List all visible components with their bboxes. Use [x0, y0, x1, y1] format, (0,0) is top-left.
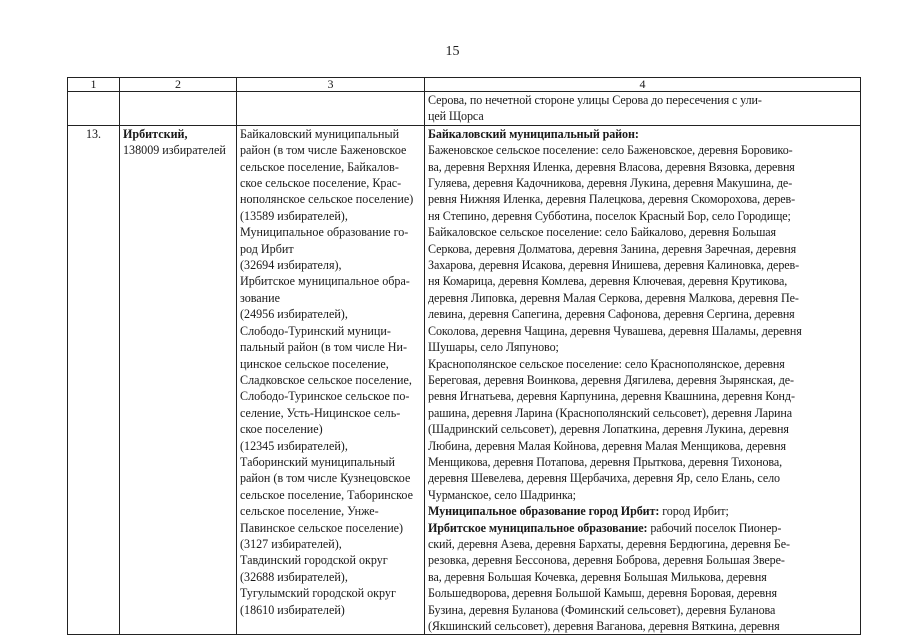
area-line: пальный район (в том числе Ни-	[240, 340, 407, 355]
settlement-text: ский, деревня Азева, деревня Бархаты, деревня Бердюгина, деревня Бе-	[428, 536, 790, 551]
area-line: цинское сельское поселение,	[240, 356, 389, 371]
area-line: (24956 избирателей),	[240, 307, 348, 322]
settlement-line	[428, 487, 857, 503]
settlement-line	[428, 142, 857, 158]
settlement-text: Гуляева, деревня Кадочникова, деревня Лукина, деревня Макушина, де-	[428, 176, 793, 191]
settlement-line	[428, 405, 857, 421]
area-line: Таборинский муниципальный	[240, 454, 396, 469]
area-line: сельское поселение, Таборинское	[240, 487, 413, 502]
area-line: (12345 избирателей),	[240, 438, 348, 453]
settlement-text: резовка, деревня Бессонова, деревня Боброва, деревня Большая Звере-	[428, 553, 785, 568]
settlement-text: рашина, деревня Ларина (Краснополянский сельсовет), деревня Ларина	[428, 405, 793, 420]
settlement-text: ревня Нижняя Иленка, деревня Палецкова, деревня Скоморохова, дерев-	[428, 192, 796, 207]
area-line: (32694 избирателя),	[240, 258, 342, 273]
settlement-text: Любина, деревня Малая Койнова, деревня Малая Менщикова, деревня	[428, 438, 786, 453]
area-line: селение, Усть-Ницинское сель-	[240, 405, 401, 420]
settlement-line	[428, 372, 857, 388]
settlement-text: ня Комарица, деревня Комлева, деревня Ключевая, деревня Крутикова,	[428, 274, 788, 289]
settlements-cell	[425, 125, 861, 635]
area-line: нополянское сельское поселение)	[240, 192, 414, 207]
settlement-text: ва, деревня Большая Кочевка, деревня Большая Милькова, деревня	[428, 569, 767, 584]
settlement-text: (Шадринский сельсовет), деревня Лопаткина, деревня Лукина, деревня	[428, 422, 789, 437]
area-line: район (в том числе Баженовское	[240, 143, 407, 158]
settlement-line	[428, 191, 857, 207]
settlement-text: ревня Игнатьева, деревня Карпунина, деревня Квашнина, деревня Конд-	[428, 389, 795, 404]
area-line: Тавдинский городской округ	[240, 553, 388, 568]
settlement-line	[428, 356, 857, 372]
table-row-13	[68, 125, 861, 635]
district-voters: 138009 избирателей	[123, 143, 226, 158]
settlement-line	[428, 503, 857, 519]
settlement-text: деревня Шевелева, деревня Щербачиха, деревня Яр, село Елань, село	[428, 471, 781, 486]
area-line: (32688 избирателей),	[240, 569, 348, 584]
area-line: (18610 избирателей)	[240, 602, 345, 617]
settlement-text: Баженовское сельское поселение: село Баженовское, деревня Боровико-	[428, 143, 793, 158]
settlement-text: город Ирбит;	[659, 504, 729, 519]
area-line: Ирбитское муниципальное обра-	[240, 274, 410, 289]
settlement-text: Краснополянское сельское поселение: село Краснополянское, деревня	[428, 356, 785, 371]
settlement-text: Береговая, деревня Воинкова, деревня Дягилева, деревня Зырянская, де-	[428, 372, 794, 387]
area-line: Байкаловский муниципальный	[240, 126, 400, 141]
settlement-line	[428, 208, 857, 224]
continuation-number-cell	[68, 92, 120, 126]
areas-cell	[237, 125, 425, 635]
settlement-text: Байкаловское сельское поселение: село Байкалово, деревня Большая	[428, 225, 777, 240]
settlement-line	[428, 454, 857, 470]
area-line: район (в том числе Кузнецовское	[240, 471, 411, 486]
settlement-line	[428, 569, 857, 585]
settlement-text: (Якшинский сельсовет), деревня Ваганова, деревня Вяткина, деревня	[428, 619, 780, 633]
settlement-line	[428, 421, 857, 437]
settlement-line	[428, 290, 857, 306]
settlement-line	[428, 470, 857, 486]
settlement-text: Соколова, деревня Чащина, деревня Чувашева, деревня Шаламы, деревня	[428, 323, 802, 338]
continuation-areas-cell	[237, 92, 425, 126]
settlement-line	[428, 241, 857, 257]
area-line: сельское поселение, Унже-	[240, 504, 379, 519]
header-col-1: 1	[68, 78, 120, 92]
area-line: Павинское сельское поселение)	[240, 520, 404, 535]
table-header-row	[68, 78, 861, 92]
row-number: 13.	[68, 125, 120, 635]
header-col-2: 2	[120, 78, 237, 92]
settlement-line	[428, 126, 857, 142]
area-line: Слободо-Туринский муници-	[240, 323, 391, 338]
settlement-text: левина, деревня Сапегина, деревня Сафонова, деревня Сергина, деревня	[428, 307, 795, 322]
settlement-line	[428, 224, 857, 240]
settlement-line	[428, 585, 857, 601]
area-line: Слободо-Туринское сельское по-	[240, 389, 410, 404]
area-line: ское сельское поселение, Крас-	[240, 176, 402, 191]
settlement-heading: Ирбитское муниципальное образование:	[428, 520, 648, 535]
page-number: 15	[445, 44, 460, 59]
settlement-text: Большедворова, деревня Большой Камыш, деревня Боровая, деревня	[428, 586, 777, 601]
continuation-row	[68, 92, 861, 126]
area-line: (13589 избирателей),	[240, 208, 348, 223]
header-col-4: 4	[425, 78, 861, 92]
area-line: (3127 избирателей),	[240, 536, 342, 551]
settlement-text: Бузина, деревня Буланова (Фоминский сельсовет), деревня Буланова	[428, 602, 776, 617]
settlement-line	[428, 306, 857, 322]
header-col-3: 3	[237, 78, 425, 92]
continuation-district-cell	[120, 92, 237, 126]
settlement-line	[428, 618, 857, 634]
settlement-text: деревня Липовка, деревня Малая Серкова, деревня Малкова, деревня Пе-	[428, 290, 799, 305]
settlement-line	[428, 159, 857, 175]
settlement-line	[428, 520, 857, 536]
area-line: Тугулымский городской округ	[240, 586, 396, 601]
settlement-line	[428, 388, 857, 404]
area-line: ское поселение)	[240, 422, 323, 437]
settlement-heading: Муниципальное образование город Ирбит:	[428, 504, 660, 519]
area-line: Сладковское сельское поселение,	[240, 372, 412, 387]
district-cell	[120, 125, 237, 635]
continuation-line: цей Щорса	[428, 109, 484, 124]
settlement-line	[428, 175, 857, 191]
area-line: род Ирбит	[240, 241, 294, 256]
settlement-line	[428, 273, 857, 289]
district-table	[67, 77, 861, 635]
settlement-line	[428, 552, 857, 568]
settlement-text: Менщикова, деревня Потапова, деревня Прыткова, деревня Тихонова,	[428, 454, 783, 469]
settlement-line	[428, 536, 857, 552]
settlement-line	[428, 323, 857, 339]
settlement-text: Чурманское, село Шадринка;	[428, 487, 576, 502]
settlement-text: Серкова, деревня Долматова, деревня Занина, деревня Заречная, деревня	[428, 241, 797, 256]
settlement-heading: Байкаловский муниципальный район:	[428, 126, 639, 141]
settlement-line	[428, 257, 857, 273]
district-name: Ирбитский,	[123, 126, 188, 141]
area-line: сельское поселение, Байкалов-	[240, 159, 399, 174]
continuation-settlements-cell	[425, 92, 861, 126]
settlement-line	[428, 339, 857, 355]
settlement-line	[428, 438, 857, 454]
area-line: зование	[240, 290, 280, 305]
settlement-text: ня Степино, деревня Субботина, поселок Красный Бор, село Городище;	[428, 208, 791, 223]
settlement-line	[428, 602, 857, 618]
settlement-text: ва, деревня Верхняя Иленка, деревня Власова, деревня Вязовка, деревня	[428, 159, 795, 174]
area-line: Муниципальное образование го-	[240, 225, 409, 240]
settlement-text: рабочий поселок Пионер-	[647, 520, 782, 535]
settlement-text: Захарова, деревня Исакова, деревня Инишева, деревня Калиновка, дерев-	[428, 258, 800, 273]
settlement-text: Шушары, село Ляпуново;	[428, 340, 559, 355]
continuation-line: Серова, по нечетной стороне улицы Серова до пересечения с ули-	[428, 93, 762, 107]
